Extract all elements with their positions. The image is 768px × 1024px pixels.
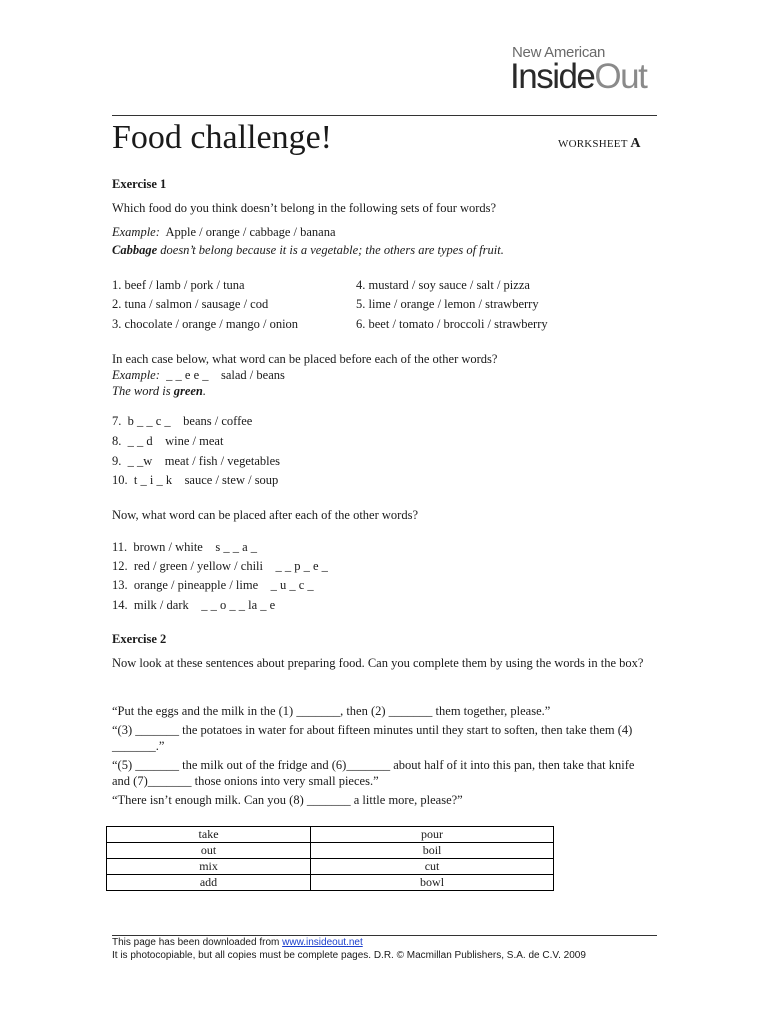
table-cell: pour [311,827,554,843]
table-cell: add [107,875,311,891]
table-cell: mix [107,859,311,875]
list-item: 2. tuna / salmon / sausage / cod [112,297,269,311]
worksheet-letter: A [630,136,641,151]
exercise-1-question-2: In each case below, what word can be placed before each of the other words? [112,352,498,366]
sentence-3: “(5) _______ the milk out of the fridge and (6)_______ about half of it into this pan, then take that knife and (7)_______ those onions into very small pieces.” [112,758,635,788]
list-item: 14. milk / dark _ _ o _ _ la _ e [112,598,276,612]
table-row [107,843,554,859]
table-cell: cut [311,859,554,875]
brand-logo [510,57,646,97]
exercise-1-heading: Exercise 1 [112,177,167,191]
page-title: Food challenge! [112,119,332,156]
footer-line-2: It is photocopiable, but all copies must be complete pages. D.R. © Macmillan Publishers, S.A. de C.V. 2009 [112,950,586,961]
example-1-answer [112,242,504,258]
list-item: 8. _ _ d wine / meat [112,434,224,448]
table-cell: out [107,843,311,859]
brand-logo-light: Out [594,57,647,96]
example-2-text: _ _ e e _ salad / beans [166,368,285,382]
list-item: 3. chocolate / orange / mango / onion [112,317,299,331]
example-2-word-end: . [202,384,206,398]
example-1-answer-word: Cabbage [112,243,158,257]
list-item: 9. _ _w meat / fish / vegetables [112,454,281,468]
table-cell: boil [311,843,554,859]
example-1-answer-rest: doesn’t belong because it is a vegetable; the others are types of fruit. [160,243,504,257]
footer-link[interactable]: www.insideout.net [282,937,363,948]
footer-line-1 [112,936,363,949]
exercise-1-question: Which food do you think doesn’t belong in the following sets of four words? [112,201,497,215]
footer-prefix: This page has been downloaded from [112,937,283,948]
exercise-2-intro: Now look at these sentences about preparing food. Can you complete them by using the words in the box? [112,656,644,670]
list-item: 13. orange / pineapple / lime _ u _ c _ [112,578,314,592]
header-rule [112,115,657,116]
word-box [106,826,554,891]
table-row [107,875,554,891]
sentence-2: “(3) _______ the potatoes in water for about fifteen minutes until they start to soften, then take them (4) _______.” [112,723,633,753]
sentence-4: “There isn’t enough milk. Can you (8) _______ a little more, please?” [112,793,463,807]
list-item: 4. mustard / soy sauce / salt / pizza [356,278,530,292]
table-row [107,859,554,875]
example-2-answer [112,383,206,399]
worksheet-label [558,136,641,152]
example-1-label: Example: [112,225,160,239]
example-2-word-is: The word is [112,384,171,398]
table-row [107,827,554,843]
sentence-1: “Put the eggs and the milk in the (1) _______, then (2) _______ them together, please.” [112,704,551,718]
worksheet-text: WORKSHEET [558,138,628,150]
table-cell: take [107,827,311,843]
list-item: 1. beef / lamb / pork / tuna [112,278,245,292]
example-2-word: green [173,384,203,398]
example-1-text: Apple / orange / cabbage / banana [165,225,336,239]
list-item: 5. lime / orange / lemon / strawberry [356,297,539,311]
example-1 [112,224,336,240]
example-2 [112,367,285,383]
list-item: 7. b _ _ c _ beans / coffee [112,414,253,428]
list-item: 11. brown / white s _ _ a _ [112,540,258,554]
exercise-1-question-3: Now, what word can be placed after each of the other words? [112,508,418,522]
table-cell: bowl [311,875,554,891]
list-item: 6. beet / tomato / broccoli / strawberry [356,317,548,331]
list-item: 10. t _ i _ k sauce / stew / soup [112,473,279,487]
brand-subtitle: New American [512,44,606,61]
example-2-label: Example: [112,368,160,382]
exercise-2-heading: Exercise 2 [112,632,167,646]
list-item: 12. red / green / yellow / chili _ _ p _ e _ [112,559,328,573]
brand-logo-dark: Inside [510,57,595,96]
